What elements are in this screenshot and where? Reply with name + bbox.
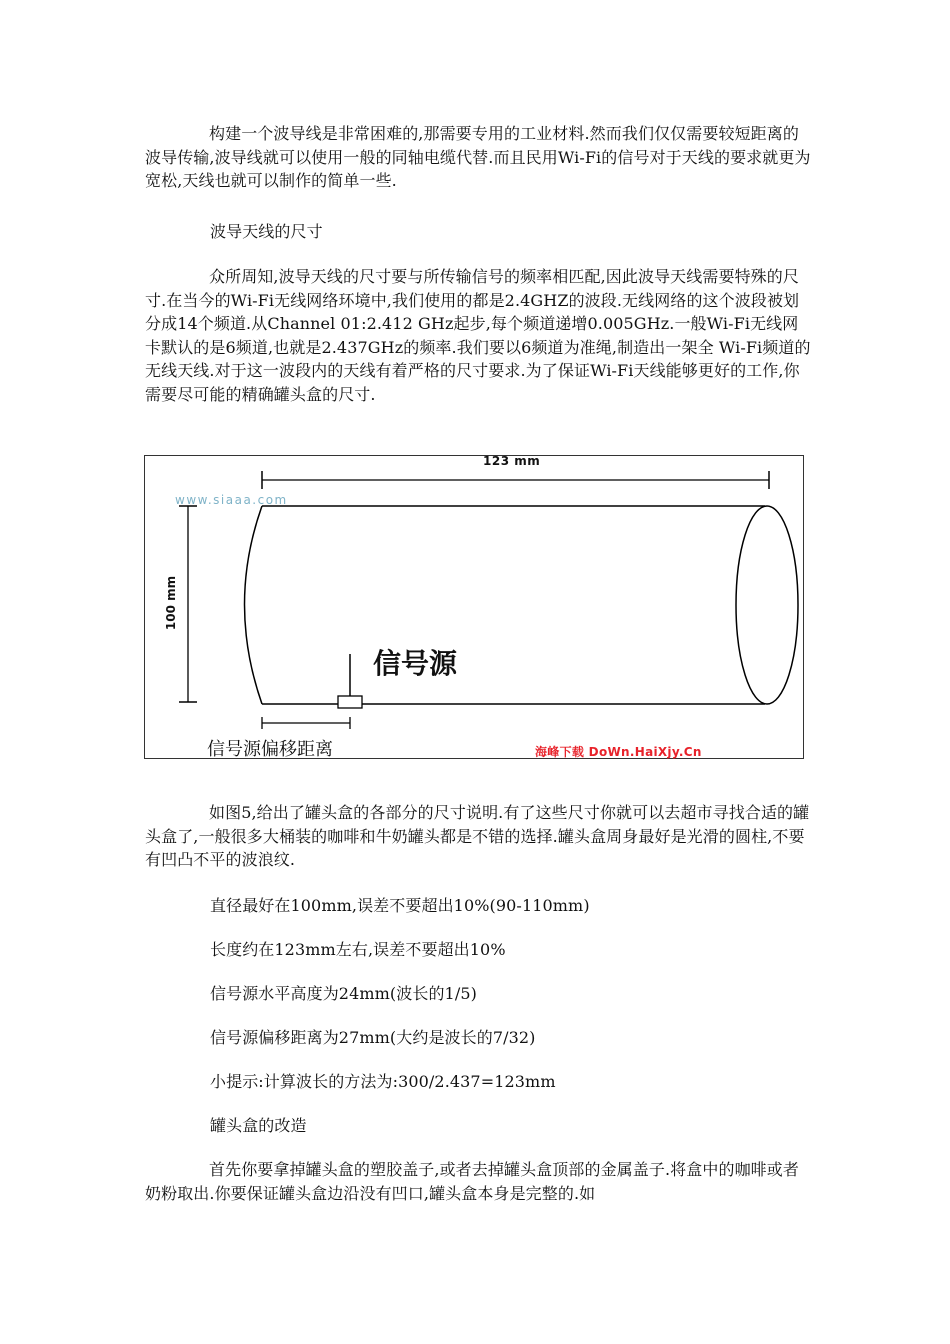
can-open-end (736, 506, 798, 704)
can-left-edge (245, 506, 263, 704)
section-heading-dimensions: 波导天线的尺寸 (210, 222, 323, 241)
dimensions-paragraph: 众所周知,波导天线的尺寸要与所传输信号的频率相匹配,因此波导天线需要特殊的尺寸.在当今的Wi-Fi无线网络环境中,我们使用的都是2.4GHZ的波段.无线网络的这个波段被划分成14个频道.从Channel 01:2.412 GHz起步,每个频道递增0.005GHz.一般Wi-Fi无线网卡默认的是6频道,也就是2.437GHz的频率.我们要以6频道为准绳,制造出一架全 Wi-Fi频道的无线天线.对于这一波段内的天线有着严格的尺寸要求.为了保证Wi-Fi天线能够更好的工作,你需要尽可能的精确罐头盒的尺寸. (145, 267, 811, 404)
watermark-right: 海峰下载 DoWn.HaiXjy.Cn (535, 745, 702, 759)
signal-source-connector (338, 696, 362, 708)
length-label: 123 mm (483, 454, 541, 468)
can-dimension-figure (144, 455, 804, 759)
spec-source-offset: 信号源偏移距离为27mm(大约是波长的7/32) (210, 1028, 536, 1047)
offset-label: 信号源偏移距离 (207, 739, 333, 760)
intro-paragraph: 构建一个波导线是非常困难的,那需要专用的工业材料.然而我们仅仅需要较短距离的波导传输,波导线就可以使用一般的同轴电缆代替.而且民用Wi-Fi的信号对于天线的要求就更为宽松,天线也就可以制作的简单一些. (145, 124, 811, 190)
watermark-left: www.siaaa.com (175, 493, 288, 507)
diameter-label: 100 mm (164, 575, 178, 631)
modification-paragraph: 首先你要拿掉罐头盒的塑胶盖子,或者去掉罐头盒顶部的金属盖子.将盒中的咖啡或者奶粉取出.你要保证罐头盒边沿没有凹口,罐头盒本身是完整的.如 (145, 1160, 799, 1203)
spec-length: 长度约在123mm左右,误差不要超出10% (210, 940, 506, 959)
wavelength-tip: 小提示:计算波长的方法为:300/2.437=123mm (210, 1072, 556, 1091)
signal-source-label: 信号源 (373, 647, 458, 680)
section-heading-modification: 罐头盒的改造 (210, 1116, 307, 1135)
spec-diameter: 直径最好在100mm,误差不要超出10%(90-110mm) (210, 896, 590, 915)
spec-source-height: 信号源水平高度为24mm(波长的1/5) (210, 984, 477, 1003)
figure-description-paragraph: 如图5,给出了罐头盒的各部分的尺寸说明.有了这些尺寸你就可以去超市寻找合适的罐头盒了,一般很多大桶装的咖啡和牛奶罐头都是不错的选择.罐头盒周身最好是光滑的圆柱,不要有凹凸不平的波浪纹. (145, 803, 810, 869)
